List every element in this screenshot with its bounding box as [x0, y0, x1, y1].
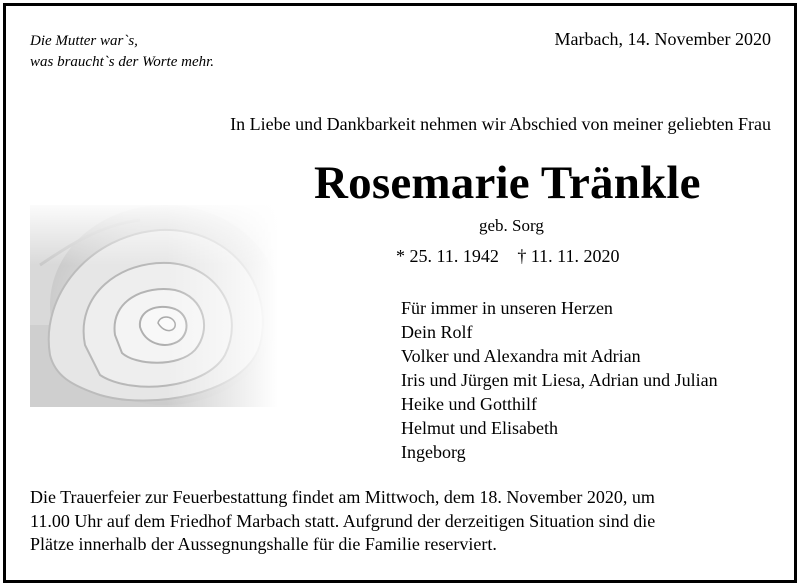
rose-photo	[30, 205, 278, 407]
motto	[30, 31, 214, 73]
death-date: † 11. 11. 2020	[517, 246, 620, 266]
mourner-line: Dein Rolf	[401, 322, 473, 342]
life-dates	[396, 246, 620, 267]
mourner-line: Iris und Jürgen mit Liesa, Adrian und Julian	[401, 370, 718, 390]
mourner-line: Helmut und Elisabeth	[401, 418, 558, 438]
funeral-notice	[30, 486, 770, 557]
place-date: Marbach, 14. November 2020	[554, 29, 771, 49]
mourners-list	[401, 296, 718, 464]
intro-text: In Liebe und Dankbarkeit nehmen wir Abschied von meiner geliebten Frau	[230, 114, 771, 134]
mourner-line: Volker und Alexandra mit Adrian	[401, 346, 641, 366]
notice-line: Die Trauerfeier zur Feuerbestattung findet am Mittwoch, dem 18. November 2020, um	[30, 487, 655, 507]
mourner-line: Heike und Gotthilf	[401, 394, 537, 414]
deceased-name: Rosemarie Tränkle	[314, 157, 701, 209]
mourner-line: Ingeborg	[401, 442, 466, 462]
motto-line-1: Die Mutter war`s,	[30, 33, 138, 49]
birth-date: * 25. 11. 1942	[396, 246, 499, 266]
obituary-notice	[3, 3, 797, 583]
notice-line: 11.00 Uhr auf dem Friedhof Marbach statt. Aufgrund der derzeitigen Situation sind die	[30, 510, 656, 531]
notice-line: Plätze innerhalb der Aussegnungshalle für die Familie reserviert.	[30, 534, 497, 554]
mourner-line: Für immer in unseren Herzen	[401, 298, 613, 318]
birth-name: geb. Sorg	[479, 216, 544, 235]
motto-line-2: was braucht`s der Worte mehr.	[30, 54, 215, 70]
